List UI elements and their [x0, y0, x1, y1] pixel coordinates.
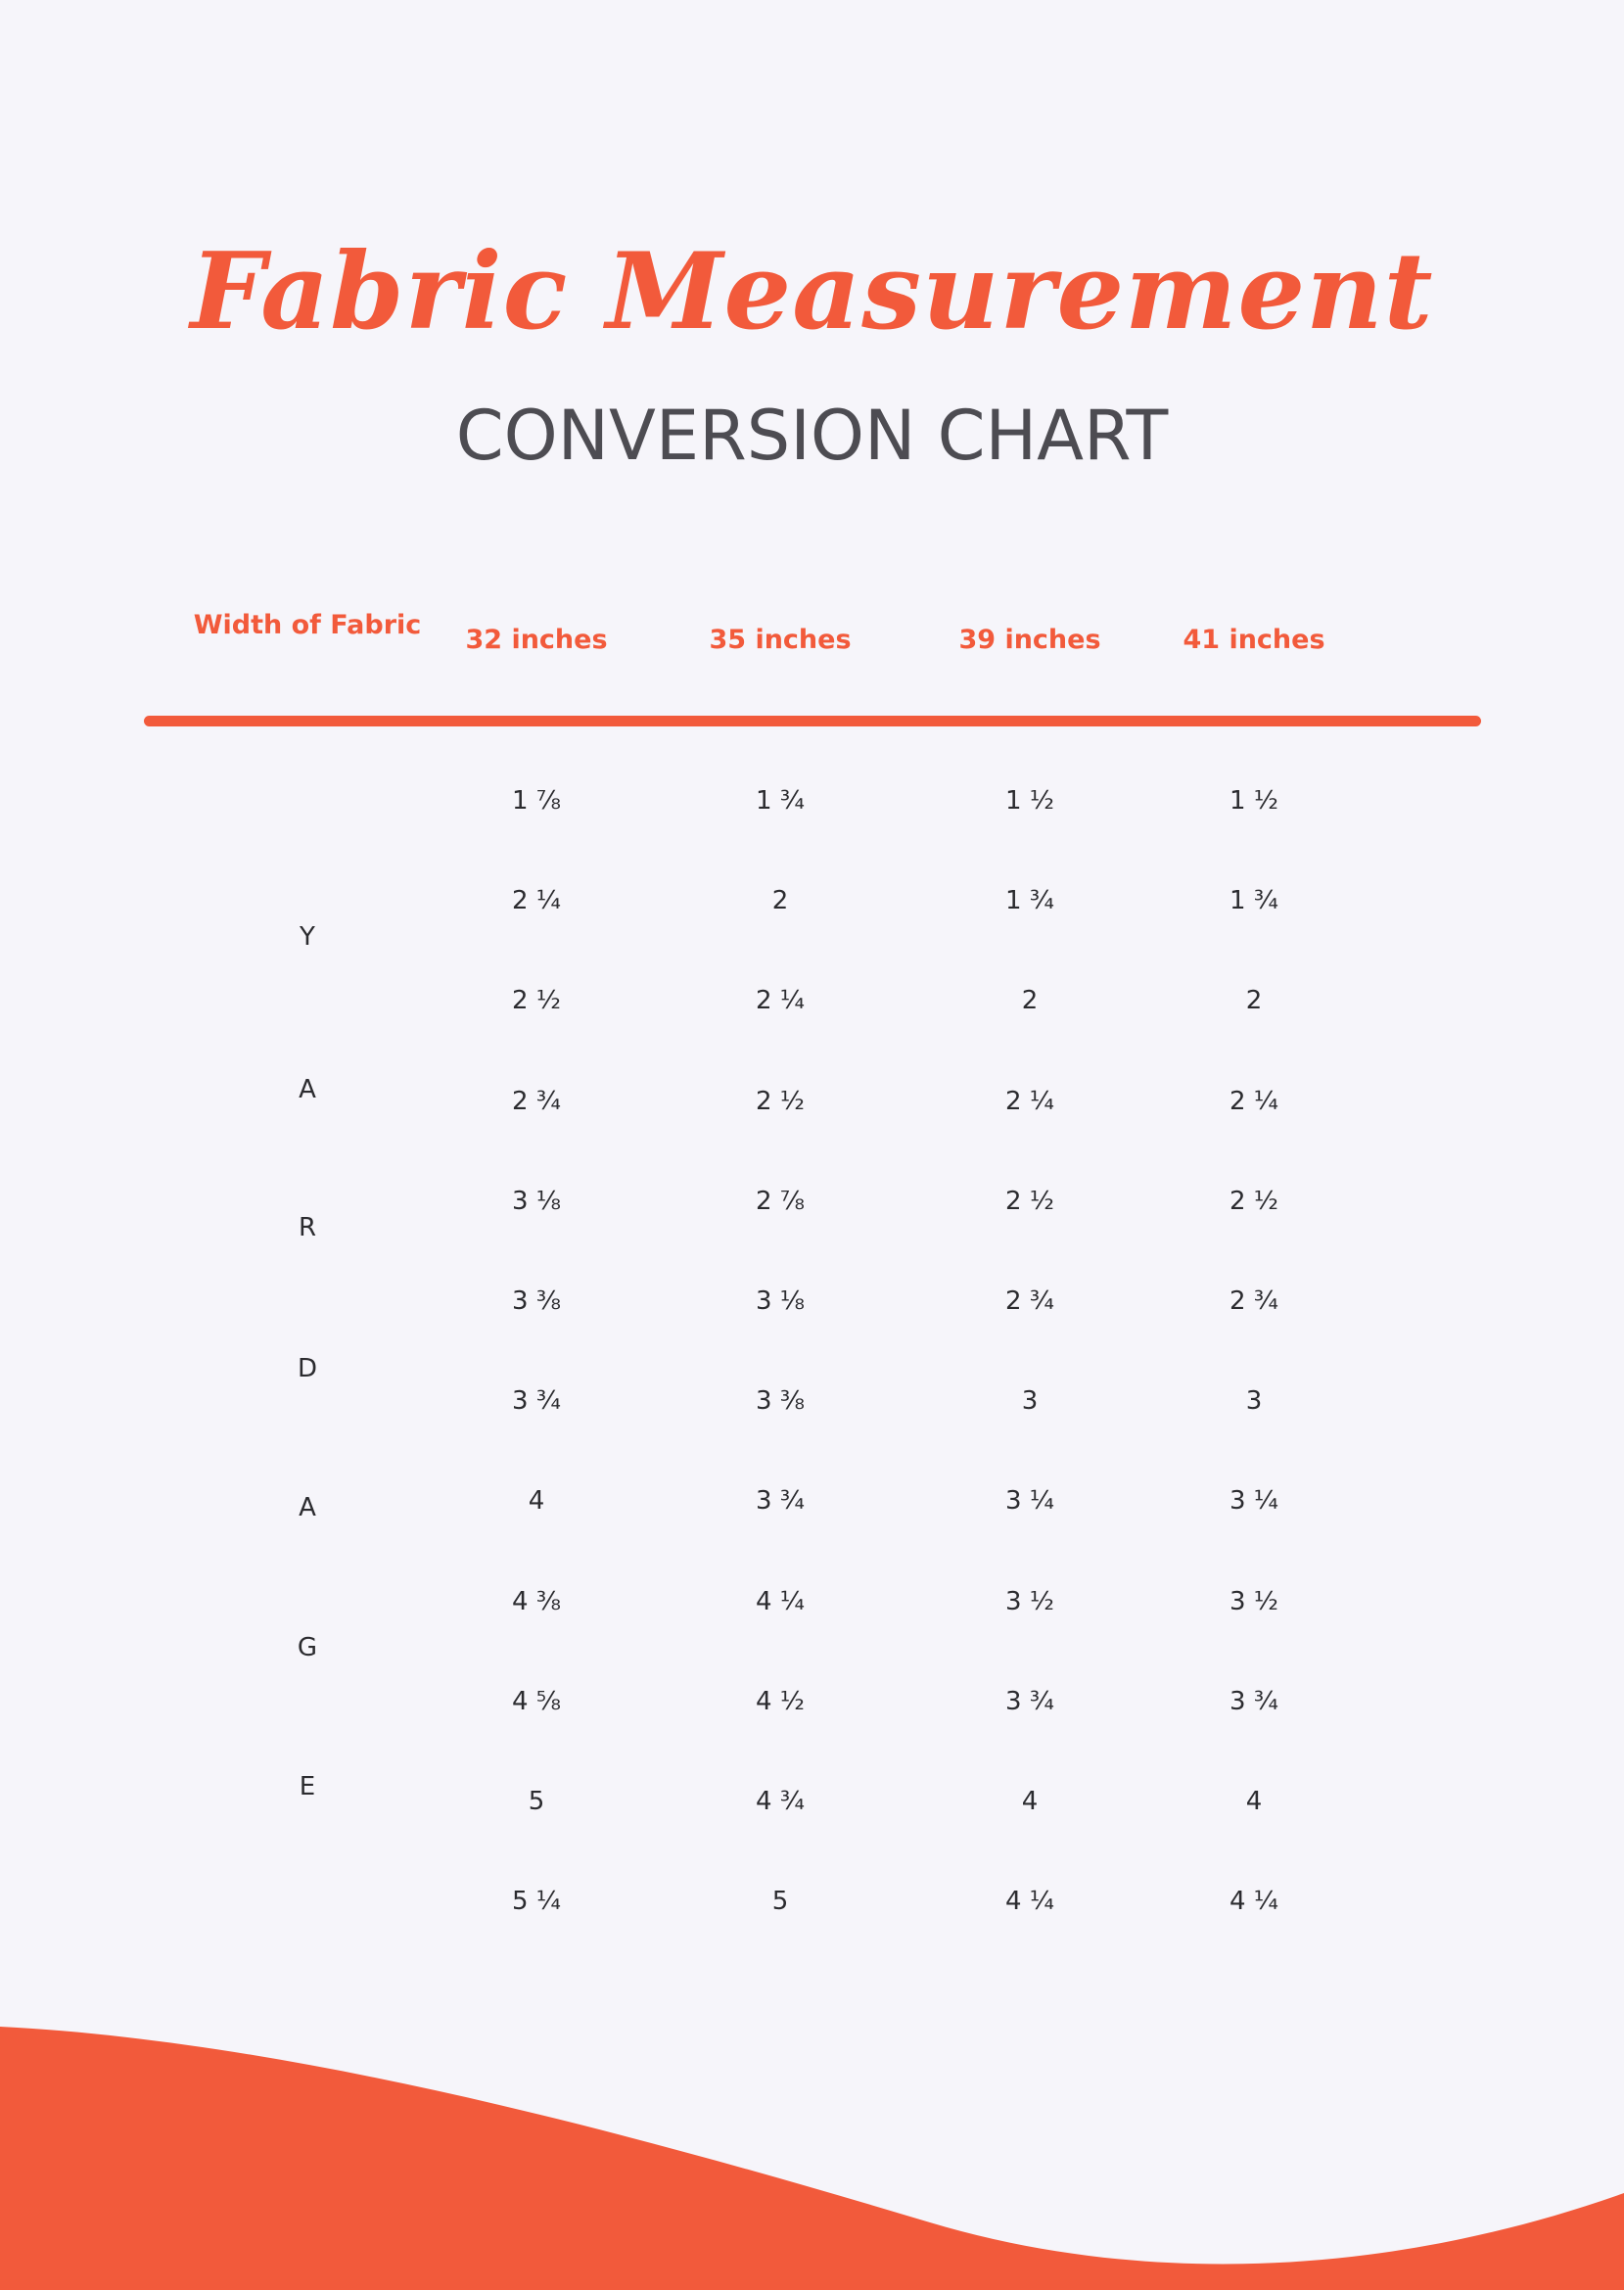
table-cell: 3 ⅜: [511, 1286, 561, 1316]
table-cell: 4 ⅝: [511, 1687, 561, 1716]
table-cell: 1 ¾: [755, 786, 805, 816]
table-cell: 2: [771, 886, 789, 915]
table-cell: 1 ½: [1229, 786, 1278, 816]
table-cell: 3 ⅜: [755, 1386, 805, 1416]
table-cell: 2 ¼: [511, 886, 561, 915]
yardage-side-label-letter: A: [299, 1493, 316, 1522]
table-cell: 2 ½: [755, 1087, 805, 1116]
table-cell: 3 ¾: [1229, 1687, 1278, 1716]
table-cell: 3 ¼: [1004, 1486, 1054, 1516]
table-cell: 2 ¾: [1004, 1286, 1054, 1316]
yardage-side-label-letter: A: [299, 1075, 316, 1104]
table-cell: 3 ½: [1229, 1587, 1278, 1616]
table-cell: 4: [528, 1486, 545, 1516]
yardage-side-label-letter: E: [299, 1772, 316, 1801]
table-cell: 3 ½: [1004, 1587, 1054, 1616]
table-cell: 3 ¾: [1004, 1687, 1054, 1716]
table-cell: 4 ¾: [755, 1787, 805, 1816]
table-cell: 3 ¾: [755, 1486, 805, 1516]
table-cell: 4 ¼: [1229, 1887, 1278, 1916]
table-cell: 2 ¼: [755, 986, 805, 1015]
table-cell: 4: [1245, 1787, 1263, 1816]
table-cell: 2 ¾: [511, 1087, 561, 1116]
yardage-side-label-letter: R: [298, 1213, 317, 1242]
table-cell: 2 ½: [1229, 1187, 1278, 1216]
row-header-label: Width of Fabric: [193, 610, 422, 640]
table-cell: 3 ¾: [511, 1386, 561, 1416]
table-cell: 4 ¼: [755, 1587, 805, 1616]
table-cell: 5: [528, 1787, 545, 1816]
table-cell: 4 ⅜: [511, 1587, 561, 1616]
table-cell: 3: [1245, 1386, 1263, 1416]
table-cell: 3 ¼: [1229, 1486, 1278, 1516]
table-cell: 1 ⅞: [511, 786, 561, 816]
table-cell: 2 ¼: [1229, 1087, 1278, 1116]
table-cell: 2 ¾: [1229, 1286, 1278, 1316]
column-header-41-inches: 41 inches: [1183, 625, 1325, 655]
table-cell: 2 ½: [1004, 1187, 1054, 1216]
table-cell: 4 ½: [755, 1687, 805, 1716]
header-divider: [144, 716, 1481, 726]
table-cell: 1 ¾: [1229, 886, 1278, 915]
table-cell: 2: [1245, 986, 1263, 1015]
table-cell: 5: [771, 1887, 789, 1916]
table-cell: 2 ¼: [1004, 1087, 1054, 1116]
bottom-wave-decoration: [0, 2017, 1624, 2290]
table-cell: 1 ¾: [1004, 886, 1054, 915]
table-cell: 3 ⅛: [755, 1286, 805, 1316]
table-cell: 2 ⅞: [755, 1187, 805, 1216]
table-cell: 5 ¼: [511, 1887, 561, 1916]
yardage-side-label-letter: Y: [300, 922, 315, 952]
yardage-side-label-letter: D: [297, 1354, 318, 1383]
table-cell: 2 ½: [511, 986, 561, 1015]
table-cell: 4: [1021, 1787, 1039, 1816]
table-cell: 3 ⅛: [511, 1187, 561, 1216]
chart-title: Fabric Measurement: [190, 230, 1434, 353]
table-cell: 1 ½: [1004, 786, 1054, 816]
yardage-side-label-letter: G: [297, 1633, 318, 1662]
column-header-39-inches: 39 inches: [958, 625, 1101, 655]
table-cell: 3: [1021, 1386, 1039, 1416]
table-cell: 4 ¼: [1004, 1887, 1054, 1916]
column-header-32-inches: 32 inches: [465, 625, 608, 655]
chart-subtitle: CONVERSION CHART: [455, 396, 1169, 476]
table-cell: 2: [1021, 986, 1039, 1015]
column-header-35-inches: 35 inches: [709, 625, 852, 655]
